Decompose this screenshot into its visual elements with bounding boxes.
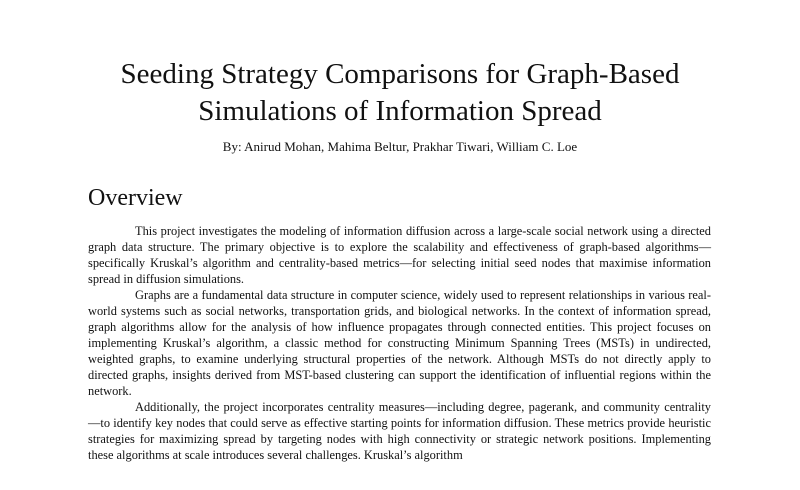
paragraph-3: Additionally, the project incorporates centrality measures—including degree, pagerank, and community centrality—to identify key nodes that could serve as effective starting points for information diffusion. These metrics provide heuristic strategies for maximizing spread by targeting nodes with high connectivity or strategic network positions. Implementing these algorithms at scale introduces several challenges. Kruskal’s algorithm (88, 400, 711, 462)
section-heading-overview: Overview (88, 185, 183, 211)
paragraph-1: This project investigates the modeling of information diffusion across a large-scale social network using a directed graph data structure. The primary objective is to explore the scalability and effectiveness of graph-based algorithms—specifically Kruskal’s algorithm and centrality-based metrics—for selecting initial seed nodes that maximise information spread in diffusion simulations. (88, 224, 711, 286)
title-line-2: Simulations of Information Spread (198, 95, 602, 127)
author-line: By: Anirud Mohan, Mahima Beltur, Prakhar Tiwari, William C. Loe (222, 139, 578, 154)
title-line-1: Seeding Strategy Comparisons for Graph-Based (120, 58, 680, 90)
document-title (0, 56, 800, 130)
overview-body (88, 223, 711, 463)
paragraph-2: Graphs are a fundamental data structure in computer science, widely used to represent relationships in various real-world systems such as social networks, transportation grids, and biological networks. In the context of information spread, graph algorithms allow for the analysis of how influence propagates through connected entities. This project focuses on implementing Kruskal’s algorithm, a classic method for constructing Minimum Spanning Trees (MSTs) in undirected, weighted graphs, to examine underlying structural properties of the network. Although MSTs do not directly apply to directed graphs, insights derived from MST-based clustering can support the identification of influential regions within the network. (88, 288, 711, 398)
